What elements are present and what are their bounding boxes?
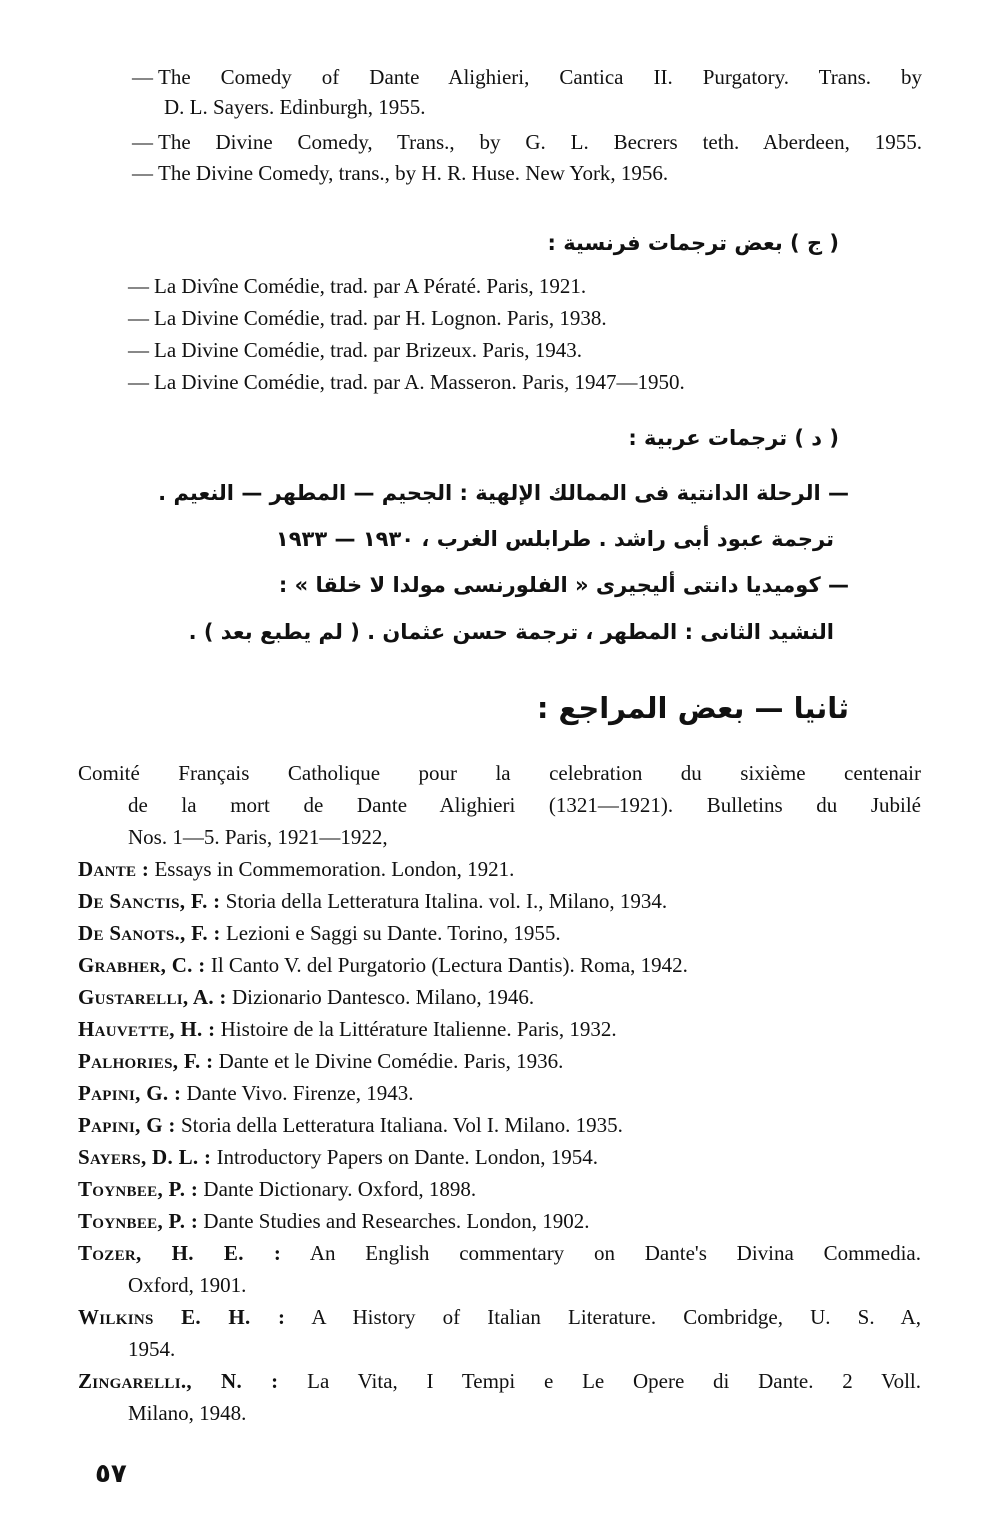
references-heading: ثانيا — بعض المراجع :	[536, 691, 849, 725]
reference-author: De Sanots., F. :	[78, 921, 221, 945]
reference-item-cont: Oxford, 1901.	[128, 1273, 247, 1297]
reference-author: Wilkins E. H. :	[78, 1305, 286, 1329]
english-translation-1: — The Comedy of Dante Alighieri, Cantica II. Purgatory. Trans. by	[132, 65, 922, 89]
french-translation-1: — La Divîne Comédie, trad. par A Pératé. Paris, 1921.	[128, 274, 587, 298]
english-translation-2: — The Divine Comedy, Trans., by G. L. Becrers teth. Aberdeen, 1955.	[132, 130, 922, 154]
reference-item-cont: de la mort de Dante Alighieri (1321—1921). Bulletins du Jubilé	[128, 793, 921, 817]
reference-author: Dante :	[78, 857, 150, 881]
reference-item-cont: 1954.	[128, 1337, 176, 1361]
reference-author: Toynbee, P. :	[78, 1177, 199, 1201]
reference-author: Tozer, H. E. :	[78, 1241, 282, 1265]
french-translation-2: — La Divine Comédie, trad. par H. Lognon. Paris, 1938.	[128, 306, 607, 330]
reference-item: Toynbee, P. : Dante Dictionary. Oxford, 1898.	[78, 1177, 477, 1201]
reference-item: De Sanots., F. : Lezioni e Saggi su Dante. Torino, 1955.	[78, 921, 561, 945]
reference-list	[78, 757, 921, 1429]
reference-author: Zingarelli., N. :	[78, 1369, 279, 1393]
english-translation-3: — The Divine Comedy, trans., by H. R. Huse. New York, 1956.	[132, 161, 669, 185]
reference-author: De Sanctis, F. :	[78, 889, 221, 913]
reference-item: Dante : Essays in Commemoration. London, 1921.	[78, 857, 515, 881]
reference-item: Sayers, D. L. : Introductory Papers on Dante. London, 1954.	[78, 1145, 598, 1169]
reference-item: Hauvette, H. : Histoire de la Littérature Italienne. Paris, 1932.	[78, 1017, 617, 1041]
reference-author: Gustarelli, A. :	[78, 985, 227, 1009]
arabic-section-heading: ( د ) ترجمات عربية :	[628, 426, 839, 450]
reference-item-cont: Nos. 1—5. Paris, 1921—1922,	[128, 825, 388, 849]
reference-author: Grabher, C. :	[78, 953, 206, 977]
reference-item: Palhories, F. : Dante et le Divine Comédie. Paris, 1936.	[78, 1049, 564, 1073]
reference-item-cont: Milano, 1948.	[128, 1401, 247, 1425]
arabic-translation-1-cont: ترجمة عبود أبى راشد . طرابلس الغرب ، ١٩٣٠ — ١٩٣٣	[275, 527, 834, 551]
reference-item: Zingarelli., N. : La Vita, I Tempi e Le Opere di Dante. 2 Voll.	[78, 1369, 921, 1393]
reference-item: Grabher, C. : Il Canto V. del Purgatorio (Lectura Dantis). Roma, 1942.	[78, 953, 688, 977]
reference-author: Toynbee, P. :	[78, 1209, 199, 1233]
reference-author: Papini, G :	[78, 1113, 176, 1137]
arabic-translation-2: — كوميديا دانتى أليجيرى « الفلورنسى مولدا لا خلقا » :	[278, 573, 849, 597]
reference-item: Papini, G. : Dante Vivo. Firenze, 1943.	[78, 1081, 414, 1105]
arabic-translation-2-cont: النشيد الثانى : المطهر ، ترجمة حسن عثمان . ( لم يطبع بعد ) .	[188, 620, 834, 644]
reference-item: De Sanctis, F. : Storia della Letteratura Italina. vol. I., Milano, 1934.	[78, 889, 668, 913]
english-translation-1-cont: D. L. Sayers. Edinburgh, 1955.	[164, 95, 426, 119]
french-translation-4: — La Divine Comédie, trad. par A. Masseron. Paris, 1947—1950.	[128, 370, 685, 394]
reference-author: Palhories, F. :	[78, 1049, 214, 1073]
french-translation-3: — La Divine Comédie, trad. par Brizeux. Paris, 1943.	[128, 338, 583, 362]
arabic-translation-1: — الرحلة الدانتية فى الممالك الإلهية : الجحيم — المطهر — النعيم .	[158, 481, 849, 505]
reference-author: Papini, G. :	[78, 1081, 182, 1105]
reference-item: Wilkins E. H. : A History of Italian Literature. Combridge, U. S. A,	[78, 1305, 922, 1329]
reference-author: Sayers, D. L. :	[78, 1145, 212, 1169]
reference-item: Comité Français Catholique pour la celebration du sixième centenair	[78, 761, 921, 785]
page-number: ٥٧	[95, 1459, 127, 1489]
french-section-heading: ( ج ) بعض ترجمات فرنسية :	[547, 231, 839, 255]
reference-item: Toynbee, P. : Dante Studies and Researches. London, 1902.	[78, 1209, 590, 1233]
reference-item: Papini, G : Storia della Letteratura Italiana. Vol I. Milano. 1935.	[78, 1113, 623, 1137]
reference-item: Gustarelli, A. : Dizionario Dantesco. Milano, 1946.	[78, 985, 535, 1009]
reference-item: Tozer, H. E. : An English commentary on Dante's Divina Commedia.	[78, 1241, 921, 1265]
reference-author: Hauvette, H. :	[78, 1017, 216, 1041]
